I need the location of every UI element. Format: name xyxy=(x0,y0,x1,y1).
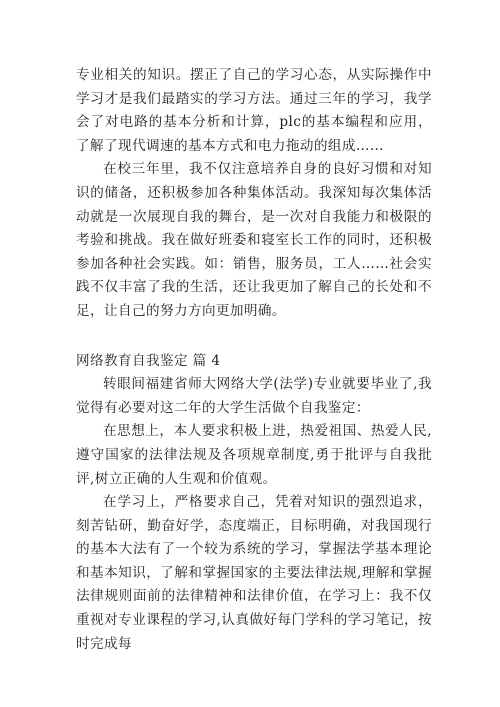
paragraph-campus-activities: 在校三年里，我不仅注意培养自身的良好习惯和对知识的储备，还积极参加各种集体活动。我深知每次集体活动就是一次展现自我的舞台，是一次对自我能力和极限的考验和挑战。我在做好班委和寝室长工作的同时，还积极参加各种社会实践。如：销售，服务员，工人……社会实践不仅丰富了我的生活，还让我更加了解自己的长处和不足，让自己的努力方向更加明确。 xyxy=(76,161,432,319)
paragraph-study: 在学习上，严格要求自己，凭着对知识的强烈追求，刻苦钻研，勤奋好学，态度端正，目标明确，对我国现行的基本大法有了一个较为系统的学习，掌握法学基本理论和基本知识，了解和掌握国家的主要法律法规,理解和掌握法律规则面前的法律精神和法律价值，在学习上：我不仅重视对专业课程的学习,认真做好每门学科的学习笔记，按时完成每 xyxy=(76,494,432,652)
document-body xyxy=(76,64,432,656)
paragraph-major-knowledge: 专业相关的知识。摆正了自己的学习心态，从实际操作中学习才是我们最踏实的学习方法。通过三年的学习，我学会了对电路的基本分析和计算，plc的基本编程和应用，了解了现代调速的基本方式和电力拖动的组成…… xyxy=(76,67,432,154)
paragraph-graduation-intro: 转眼间福建省师大网络大学(法学)专业就要毕业了,我觉得有必要对这二年的大学生活做个自我鉴定： xyxy=(76,376,432,416)
paragraph-ideology: 在思想上，本人要求积极上进，热爱祖国、热爱人民,遵守国家的法律法规及各项规章制度,勇于批评与自我批评,树立正确的人生观和价值观。 xyxy=(76,423,432,487)
section-heading: 网络教育自我鉴定 篇 4 xyxy=(76,352,221,369)
